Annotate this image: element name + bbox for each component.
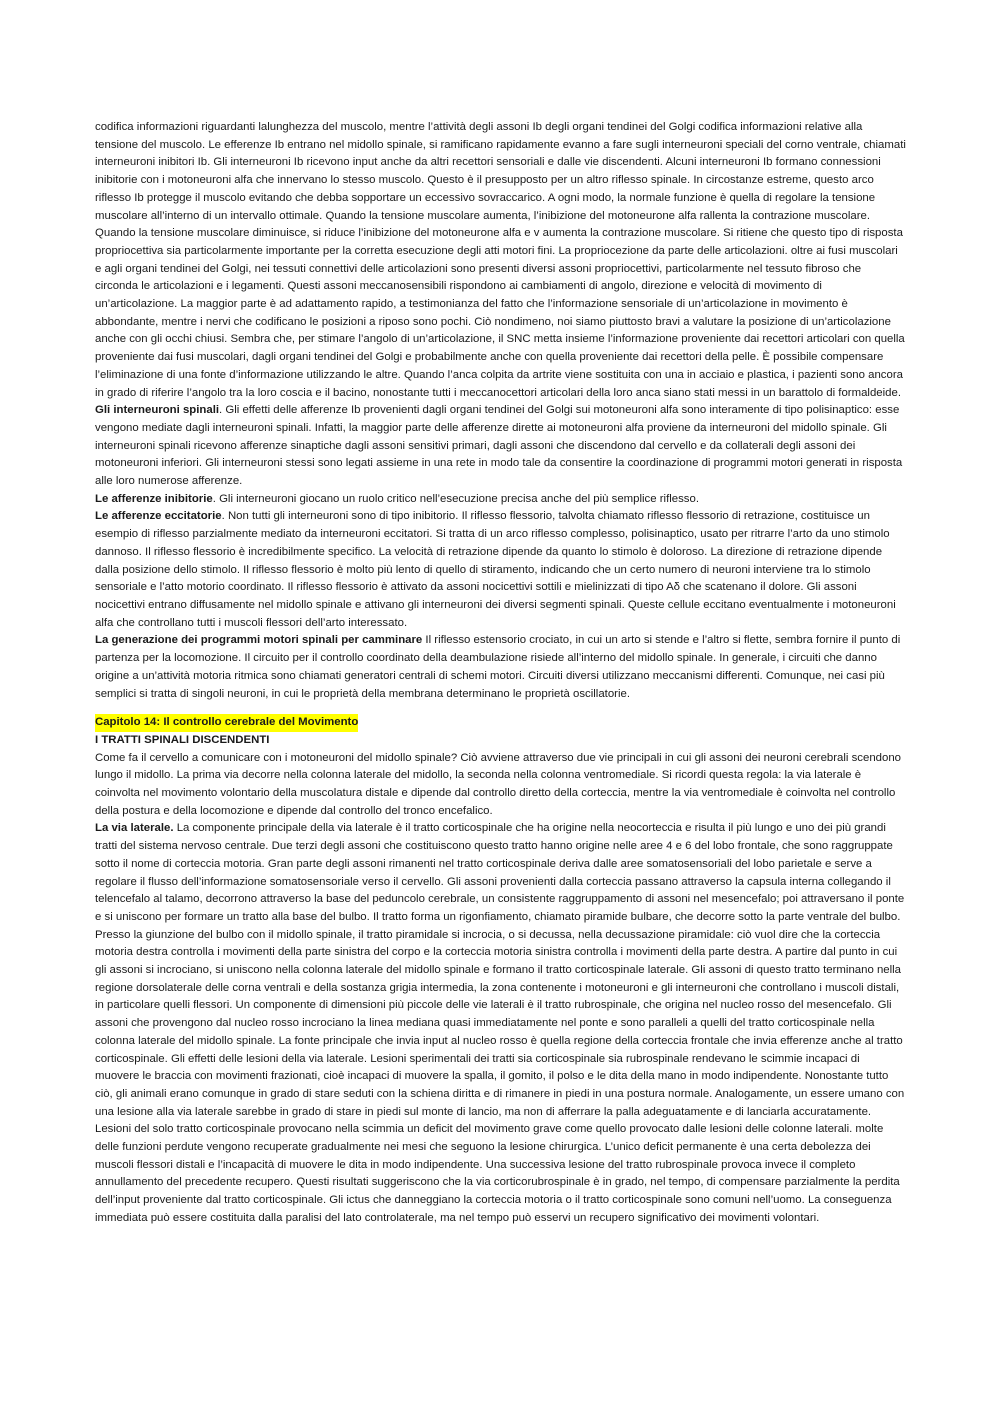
spacer <box>95 703 907 714</box>
heading-locomotion: La generazione dei programmi motori spinali per camminare <box>95 634 423 647</box>
text-locomotion: Il riflesso estensorio crociato, in cui un arto si stende e l’altro si flette, sembra fornire il punto di partenza per la locomozione. Il circuito per il controllo coordinato della deambulazione risiede all’interno del midollo spinale. In generale, i circuiti che danno origine a un’attività motoria ritmica sono chiamati generatori centrali di schemi motori. Circuiti diversi utilizzano meccanismi differenti. Comunque, nei casi più semplici si tratta di singoli neuroni, in cui le proprietà della membrana determinano le proprietà oscillatorie. <box>95 634 901 700</box>
heading-lateral-pathway: La via laterale. <box>95 822 174 835</box>
text-spinal-interneurons: . Gli effetti delle afferenze Ib provenienti dagli organi tendinei del Golgi sui motoneuroni alfa sono interamente di tipo polisinaptico: esse vengono mediate dagli interneuroni spinali. Infatti, la maggior parte delle afferenze dirette ai motoneuroni alfa proviene da interneuroni del midollo spinale. Gli interneuroni spinali ricevono afferenze sinaptiche dagli assoni sensitivi primari, dagli assoni che discendono dal cervello e da collaterali degli assoni dei motoneuroni inferiori. Gli interneuroni stessi sono legati assieme in una rete in modo tale da consentire la coordinazione di programmi motori generati in risposta alle loro numerose afferenze. <box>95 404 903 488</box>
paragraph-spinal-interneurons <box>95 402 907 491</box>
heading-spinal-interneurons: Gli interneuroni spinali <box>95 404 220 417</box>
text-lateral-pathway: La componente principale della via laterale è il tratto corticospinale che ha origine nella neocorteccia e risulta il più lungo e uno dei più grandi tratti del sistema nervoso centrale. Due terzi degli assoni che costituiscono questo tratto hanno origine nelle aree 4 e 6 del lobo frontale, che sono raggruppate sotto il nome di corteccia motoria. Gran parte degli assoni rimanenti nel tratto corticospinale deriva dalle aree somatosensoriali del lobo parietale e serve a regolare il flusso dell’informazione somatosensoriale verso il cervello. Gli assoni provenienti dalla corteccia passano attraverso la capsula interna collegando il telencefalo al talamo, decorrono attraverso la base del peduncolo cerebrale, un consistente raggruppamento di assoni nel mesencefalo; poi attraversano il ponte e si uniscono per formare un tratto alla base del bulbo. Il tratto forma un rigonfiamento, chiamato piramide bulbare, che decorre sotto la parte ventrale del bulbo. Presso la giunzione del bulbo con il midollo spinale, il tratto piramidale si incrocia, o si decussa, nella decussazione piramidale: ciò vuol dire che la corteccia motoria destra controlla i movimenti della parte sinistra del corpo e la corteccia motoria sinistra controlla i movimenti della parte destra. A partire dal punto in cui gli assoni si incrociano, si uniscono nella colonna laterale del midollo spinale e formano il tratto corticospinale laterale. Gli assoni di questo tratto terminano nella regione dorsolaterale delle corna ventrali e della sostanza grigia intermedia, la zona contenente i motoneuroni e gli interneuroni che controllano i muscoli distali, in particolare quelli flessori. Un componente di dimensioni più piccole delle vie laterali è il tratto rubrospinale, che origina nel nucleo rosso del mesencefalo. Gli assoni che provengono dal nucleo rosso incrociano la linea mediana quasi immediatamente nel ponte e sono paralleli a quelli del tratto corticospinale nella colonna laterale del midollo spinale. La fonte principale che invia input al nucleo rosso è quella regione della corteccia frontale che invia efferenze anche al tratto corticospinale. Gli effetti delle lesioni della via laterale. Lesioni sperimentali dei tratti sia corticospinale sia rubrospinale rendevano le scimmie incapaci di muovere le braccia con movimenti frazionati, cioè incapaci di muovere la spalla, il gomito, il polso e le dita della mano in modo indipendente. Nonostante tutto ciò, gli animali erano comunque in grado di stare seduti con la schiena diritta e di rimanere in piedi in una postura normale. Analogamente, un essere umano con una lesione alla via laterale sarebbe in grado di stare in piedi sul monte di lancio, ma non di afferrare la palla adeguatamente e di lanciarla accuratamente. Lesioni del solo tratto corticospinale provocano nella scimmia un deficit del movimento grave come quello provocato dalle lesioni delle colonne laterali. molte delle funzioni perdute vengono recuperate gradualmente nei mesi che seguono la lesione chirurgica. L’unico deficit permanente è una certa debolezza dei muscoli flessori distali e l’incapacità di muovere le dita in modo indipendente. Una successiva lesione del tratto rubrospinale provoca invece il completo annullamento del precedente recupero. Questi risultati suggeriscono che la via corticorubrospinale è in grado, nel tempo, di compensare parzialmente la perdita dell’input proveniente dal tratto corticospinale. Gli ictus che danneggiano la corteccia motoria o il tratto corticospinale sono comuni nell’uomo. La conseguenza immediata può essere costituita dalla paralisi del lato controlaterale, ma nel tempo può esservi un recupero significativo dei movimenti volontari. <box>95 822 905 1224</box>
text-excitatory-afferents: . Non tutti gli interneuroni sono di tipo inibitorio. Il riflesso flessorio, talvolta chiamato riflesso flessorio di retrazione, costituisce un esempio di riflesso parzialmente mediato da interneuroni eccitatori. Si tratta di un arco riflesso complesso, polisinaptico, usato per ritrarre l’arto da uno stimolo dannoso. Il riflesso flessorio è incredibilmente specifico. La velocità di retrazione dipende da quanto lo stimolo è doloroso. La direzione di retrazione dipende dalla posizione dello stimolo. Il riflesso flessorio è molto più lento di quello di stiramento, indicando che un certo numero di neuroni interviene tra lo stimolo sensoriale e l’atto motorio coordinato. Il riflesso flessorio è attivato da assoni nocicettivi sottili e mielinizzati di tipo Aδ che scatenano il dolore. Gli assoni nocicettivi entrano diffusamente nel midollo spinale e attivano gli interneuroni dei diversi segmenti spinali. Queste cellule eccitano eventualmente i motoneuroni alfa che controllano tutti i muscoli flessori dell’arto interessato. <box>95 510 896 629</box>
heading-excitatory-afferents: Le afferenze eccitatorie <box>95 510 222 523</box>
chapter-title: Capitolo 14: Il controllo cerebrale del Movimento <box>95 714 358 732</box>
chapter-title-line <box>95 714 907 732</box>
paragraph-lateral-pathway <box>95 820 907 1227</box>
heading-inhibitory-afferents: Le afferenze inibitorie <box>95 492 213 505</box>
document-page <box>95 119 907 1228</box>
section-heading-descending-tracts: I TRATTI SPINALI DISCENDENTI <box>95 733 270 746</box>
paragraph-intro: codifica informazioni riguardanti lalunghezza del muscolo, mentre l’attività degli assoni Ib degli organi tendinei del Golgi codifica informazioni relative alla tensione del muscolo. Le efferenze Ib entrano nel midollo spinale, si ramificano rapidamente evanno a fare sugli interneuroni speciali del corno ventrale, chiamati interneuroni inibitori Ib. Gli interneuroni Ib ricevono input anche da altri recettori sensoriali e dalle vie discendenti. Alcuni interneuroni Ib formano connessioni inibitorie con i motoneuroni alfa che innervano lo stesso muscolo. Questo è il presupposto per un altro riflesso spinale. In circostanze estreme, questo arco riflesso Ib protegge il muscolo evitando che debba sopportare un eccessivo sovraccarico. A ogni modo, la normale funzione è quella di regolare la tensione muscolare all’interno di un intervallo ottimale. Quando la tensione muscolare aumenta, l’inibizione del motoneurone alfa rallenta la contrazione muscolare. Quando la tensione muscolare diminuisce, si riduce l’inibizione del motoneurone alfa e v aumenta la contrazione muscolare. Si ritiene che questo tipo di risposta propriocettiva sia particolarmente importante per la corretta esecuzione degli atti motori fini. La propriocezione da parte delle articolazioni. oltre ai fusi muscolari e agli organi tendinei del Golgi, nei tessuti connettivi delle articolazioni sono presenti diversi assoni propriocettivi, particolarmente nel tessuto fibroso che circonda le articolazioni e i legamenti. Questi assoni meccanosensibili rispondono ai cambiamenti di angolo, direzione e velocità di movimento di un’articolazione. La maggior parte è ad adattamento rapido, a testimonianza del fatto che l’informazione sensoriale di un’articolazione in movimento è abbondante, mentre i nervi che codificano le posizioni a riposo sono pochi. Ciò nondimeno, noi siamo piuttosto bravi a valutare la posizione di un’articolazione anche con gli occhi chiusi. Sembra che, per stimare l’angolo di un’articolazione, il SNC metta insieme l’informazione proveniente dai recettori articolari con quella proveniente dai fusi muscolari, dagli organi tendinei del Golgi e probabilmente anche con quella proveniente dai recettori della pelle. È possibile compensare l’eliminazione di una fonte d’informazione utilizzando le altre. Quando l’anca colpita da artrite viene sostituita con una in acciaio e plastica, i pazienti sono ancora in grado di riferire l’angolo tra la loro coscia e il bacino, nonostante tutti i meccanocettori articolari della loro anca siano stati messi in un barattolo di formaldeide. <box>95 121 906 399</box>
paragraph-locomotion <box>95 632 907 703</box>
text-inhibitory-afferents: . Gli interneuroni giocano un ruolo critico nell’esecuzione precisa anche del più semplice riflesso. <box>212 492 699 505</box>
paragraph-excitatory-afferents <box>95 508 907 632</box>
paragraph-inhibitory-afferents <box>95 491 907 509</box>
paragraph-chapter-intro: Come fa il cervello a comunicare con i motoneuroni del midollo spinale? Ciò avviene attraverso due vie principali in cui gli assoni dei neuroni cerebrali scendono lungo il midollo. La prima via decorre nella colonna laterale del midollo, la seconda nella colonna ventromediale. Si ricordi questa regola: la via laterale è coinvolta nel movimento volontario della muscolatura distale e dipende dal controllo diretto della corteccia, mentre la via ventromediale è coinvolta nel controllo della postura e della locomozione e dipende dal controllo del tronco encefalico. <box>95 751 902 817</box>
